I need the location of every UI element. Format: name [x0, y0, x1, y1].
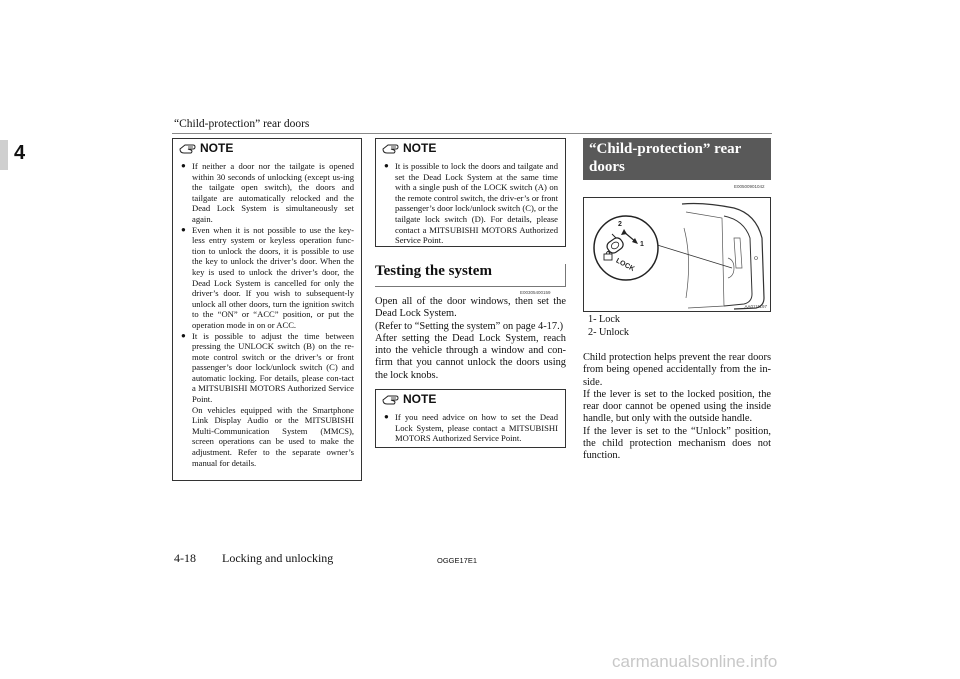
note-box-left	[172, 138, 362, 481]
section-title-testing: Testing the system	[375, 263, 492, 279]
note-item	[384, 161, 558, 246]
watermark: carmanualsonline.info	[612, 652, 778, 671]
paragraph: Child protection helps prevent the rear doors from being opened accidentally from the in-side.	[583, 352, 771, 388]
paragraph: (Refer to “Setting the system” on page 4-17.)	[375, 320, 564, 332]
figure-label-1: 1	[640, 241, 644, 248]
section-rule	[565, 264, 566, 286]
paragraph: Open all of the door windows, then set the Dead Lock System.	[375, 296, 566, 320]
note-label: NOTE	[200, 141, 234, 156]
paragraph: If the lever is set to the “Unlock” position, the child protection mechanism does not function.	[583, 425, 771, 462]
note-item-text: It is possible to adjust the time between pressing the UNLOCK switch (B) on the re-mote control switch or the driver’s or front passenger’s door lock/unlock switch (C) and automatic locking. For details, please con-tact a MITSUBISHI MOTORS Authorized Service Point.	[192, 330, 354, 405]
legend-item: 2- Unlock	[588, 326, 630, 338]
bullet-icon: ●	[181, 330, 186, 340]
child-protection-body	[583, 352, 771, 463]
bullet-icon: ●	[384, 161, 389, 170]
note-box-bottom	[375, 389, 566, 448]
note-subparagraph	[181, 405, 354, 469]
bullet-icon: ●	[181, 161, 186, 170]
section-title-child-protection: “Child-protection” rear doors	[583, 138, 771, 180]
section-code: E00500901042	[734, 184, 765, 189]
note-item-text: On vehicles equipped with the Smartphone Link Display Audio or the MITSUBISHI Multi-Communication System (MMCS), screen operations can be used to make the adjustment. Refer to the separate owner’s manual for details.	[192, 404, 354, 468]
running-head: “Child-protection” rear doors	[174, 118, 310, 130]
note-item-text: It is possible to lock the doors and tailgate and set the Dead Lock System at the same time with a single push of the LOCK switch (A) on the remote control switch, the driv-er’s or front passenger’s door lock/unlock switch (C), or the tailgate lock switch (D). For details, please contact a MITSUBISHI MOTORS Authorized Service Point.	[395, 161, 558, 246]
note-header	[382, 393, 436, 406]
footer-code: OGGE17E1	[437, 556, 478, 565]
child-lock-illustration	[584, 198, 770, 311]
figure-label-2: 2	[618, 221, 622, 228]
figure-code: AA0111197	[744, 304, 767, 309]
note-item	[181, 331, 354, 405]
note-hand-icon	[382, 142, 400, 155]
chapter-number: 4	[14, 142, 26, 164]
paragraph: After setting the Dead Lock System, reach into the vehicle through a window and con-firm that you cannot unlock the doors using the lock knobs.	[375, 332, 566, 381]
note-item	[181, 225, 354, 331]
section-code: E00305400159	[520, 290, 551, 295]
note-header	[179, 142, 233, 155]
child-lock-figure	[583, 197, 771, 312]
note-hand-icon	[382, 393, 400, 406]
note-item-text: If you need advice on how to set the Dead Lock System, please contact a MITSUBISHI MOTORS Authorized Service Point.	[395, 412, 558, 444]
bullet-icon: ●	[181, 224, 186, 234]
note-header	[382, 142, 436, 155]
note-item-text: Even when it is not possible to use the key-less entry system or keyless operation func-tion to unlock the doors, it is possible to use the key to unlock the driver’s door. When the key is used to unlock the driver’s door, the Dead Lock System is cancelled for only the driver’s door. If you wish to subsequent-ly unlock all other doors, turn the ignition switch to the “ON” or “ACC” position, or put the operation mode in on or ACC.	[192, 224, 354, 330]
lock-text: LOCK	[614, 257, 636, 273]
testing-body	[375, 296, 566, 382]
note-item	[384, 412, 558, 444]
figure-legend	[588, 314, 629, 339]
section-rule	[375, 286, 566, 287]
header-rule	[172, 133, 772, 134]
note-item-text: If neither a door nor the tailgate is opened within 30 seconds of unlocking (except us-ing the tailgate open switch), the doors and tailgate are automatically relocked and the Dead Lock System is simultaneously set again.	[192, 161, 354, 224]
note-item	[181, 161, 354, 225]
legend-item: 1- Lock	[588, 314, 620, 325]
note-box-middle	[375, 138, 566, 247]
note-hand-icon	[179, 142, 197, 155]
paragraph: If the lever is set to the locked position, the rear door cannot be opened using the inside handle, but only with the outside handle.	[583, 388, 771, 425]
note-label: NOTE	[403, 141, 437, 156]
chapter-tab	[0, 140, 8, 170]
footer-section: Locking and unlocking	[222, 551, 334, 565]
page-number: 4-18	[174, 551, 196, 565]
bullet-icon: ●	[384, 412, 389, 421]
note-label: NOTE	[403, 392, 437, 407]
